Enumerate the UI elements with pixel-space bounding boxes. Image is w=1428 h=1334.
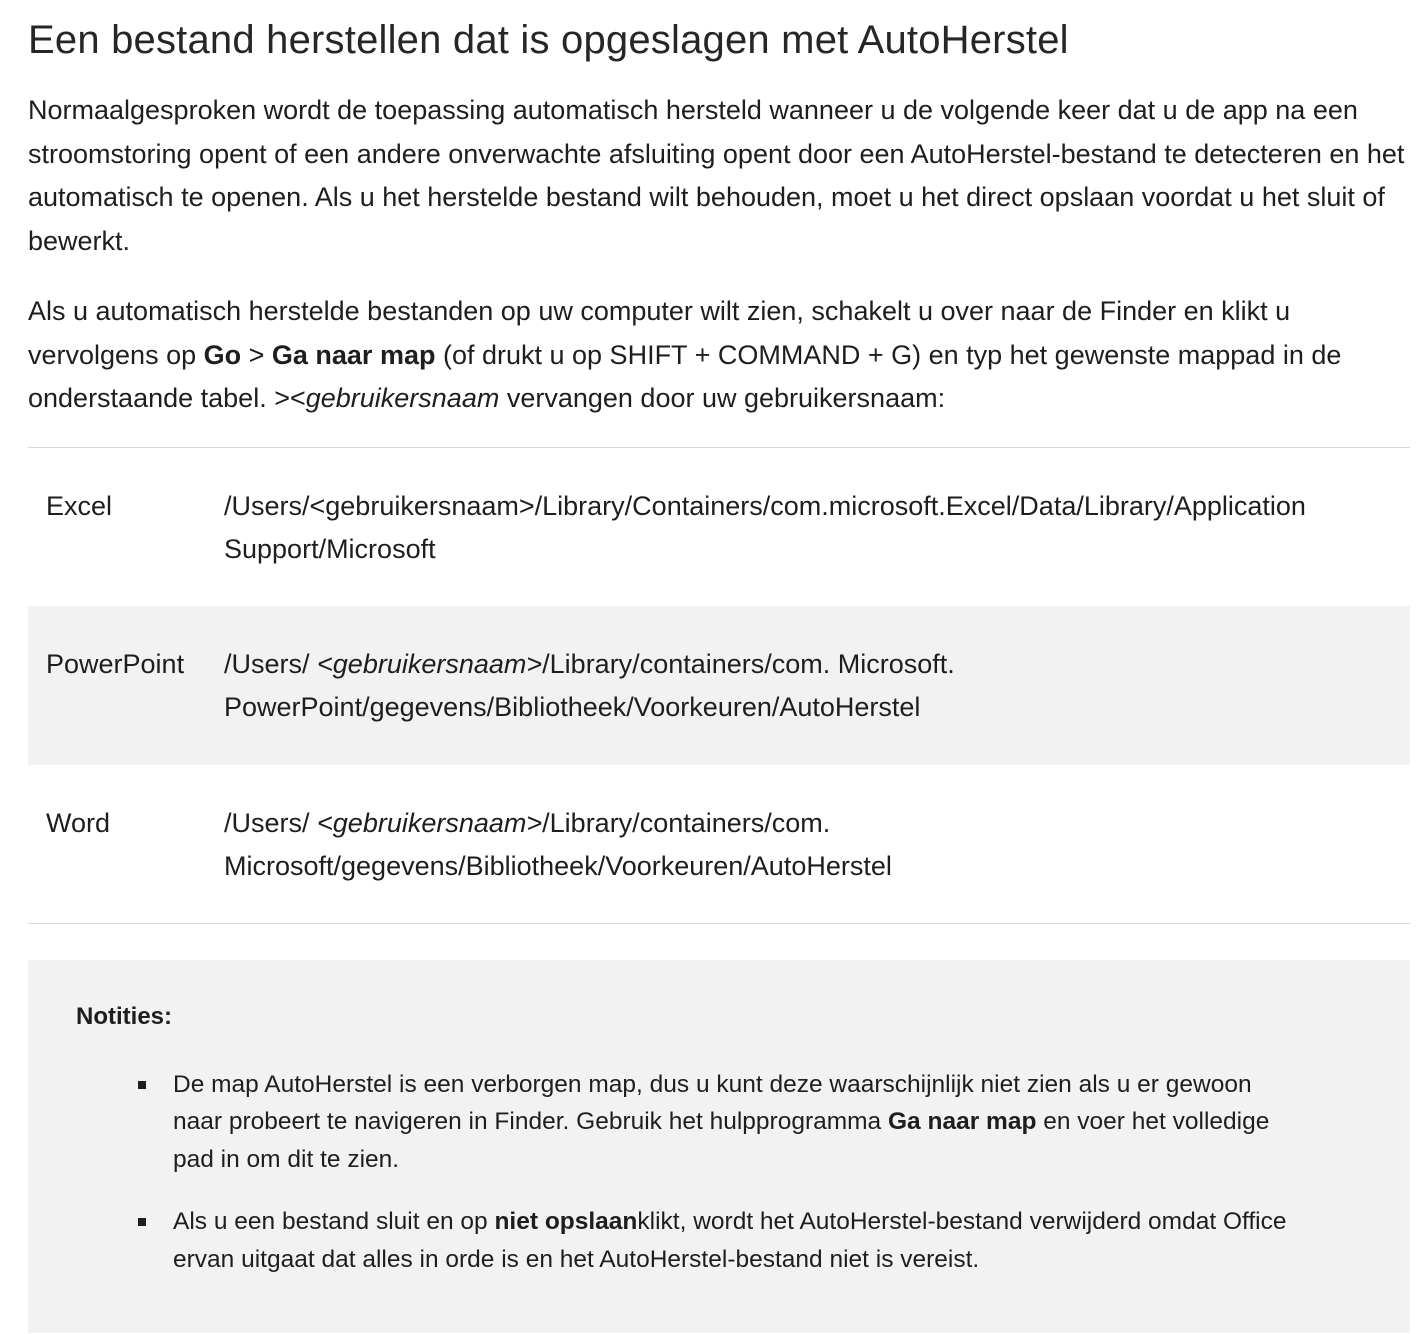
finder-instructions-paragraph bbox=[28, 290, 1410, 421]
list-item bbox=[173, 1066, 1362, 1179]
list-item bbox=[173, 1203, 1362, 1278]
path-cell bbox=[224, 485, 1410, 572]
para2-text-3: vervangen door uw gebruikersnaam: bbox=[499, 383, 946, 413]
ga-naar-map-label: Ga naar map bbox=[271, 339, 436, 370]
notes-box bbox=[28, 960, 1410, 1334]
note-bold-text: niet opslaan bbox=[494, 1208, 638, 1235]
path-text-rest: /Library/containers/com. Microsoft. PowerPoint/gegevens/Bibliotheek/Voorkeuren/AutoHerstel bbox=[224, 648, 955, 722]
app-name-cell: Excel bbox=[46, 490, 113, 521]
note-text: De map AutoHerstel is een verborgen map, dus u kunt deze waarschijnlijk niet zien als u er gewoon naar probeert te navigeren in Finder. Gebruik het hulpprogramma bbox=[173, 1070, 1252, 1135]
path-username-placeholder: <gebruikersnaam> bbox=[317, 648, 543, 679]
square-bullet-icon bbox=[138, 1218, 146, 1226]
note-text-rest: en voer het volledige pad in om dit te zien. bbox=[173, 1108, 1270, 1173]
path-text: /Users/<gebruikersnaam>/Library/Containers/com.microsoft.Excel/Data/Library/Application Support/Microsoft bbox=[224, 490, 1306, 564]
path-text: /Users/ bbox=[224, 648, 318, 679]
app-name-cell: PowerPoint bbox=[46, 648, 185, 679]
page-title: Een bestand herstellen dat is opgeslagen met AutoHerstel bbox=[28, 18, 1069, 62]
autorecover-paths-table bbox=[28, 447, 1410, 924]
note-bold-text: Ga naar map bbox=[888, 1108, 1037, 1135]
path-username-placeholder: <gebruikersnaam> bbox=[317, 807, 543, 838]
square-bullet-icon bbox=[138, 1081, 146, 1089]
path-cell bbox=[224, 802, 1410, 889]
table-row-excel bbox=[28, 448, 1410, 606]
go-menu-label: Go bbox=[203, 339, 242, 370]
para2-separator: > bbox=[241, 339, 272, 370]
para2-text-1: Als u automatisch herstelde bestanden op uw computer wilt zien, schakelt u over naar de Finder en klikt u vervolgens op bbox=[28, 296, 1291, 370]
app-name-cell: Word bbox=[46, 807, 111, 838]
notes-title: Notities: bbox=[76, 1002, 172, 1030]
note-text: Als u een bestand sluit en op bbox=[173, 1208, 495, 1235]
notes-list bbox=[76, 1066, 1362, 1279]
table-row-word bbox=[28, 765, 1410, 923]
path-text-rest: /Library/containers/com. Microsoft/gegevens/Bibliotheek/Voorkeuren/AutoHerstel bbox=[224, 807, 892, 881]
username-placeholder: gebruikersnaam bbox=[305, 383, 500, 413]
path-text: /Users/ bbox=[224, 807, 318, 838]
intro-paragraph: Normaalgesproken wordt de toepassing automatisch hersteld wanneer u de volgende keer dat u de app na een stroomstoring opent of een andere onverwachte afsluiting opent door een AutoHerstel-bestand te detecteren en het automatisch te openen. Als u het herstelde bestand wilt behouden, moet u het direct opslaan voordat u het sluit of bewerkt. bbox=[28, 95, 1405, 256]
note-text-rest: klikt, wordt het AutoHerstel-bestand verwijderd omdat Office ervan uitgaat dat alles in orde is en het AutoHerstel-bestand niet is vereist. bbox=[173, 1208, 1287, 1273]
para2-text-2: (of drukt u op SHIFT + COMMAND + G) en typ het gewenste mappad in de onderstaande tabel. >< bbox=[28, 339, 1342, 413]
path-cell bbox=[224, 643, 1410, 731]
table-row-powerpoint bbox=[28, 606, 1410, 765]
